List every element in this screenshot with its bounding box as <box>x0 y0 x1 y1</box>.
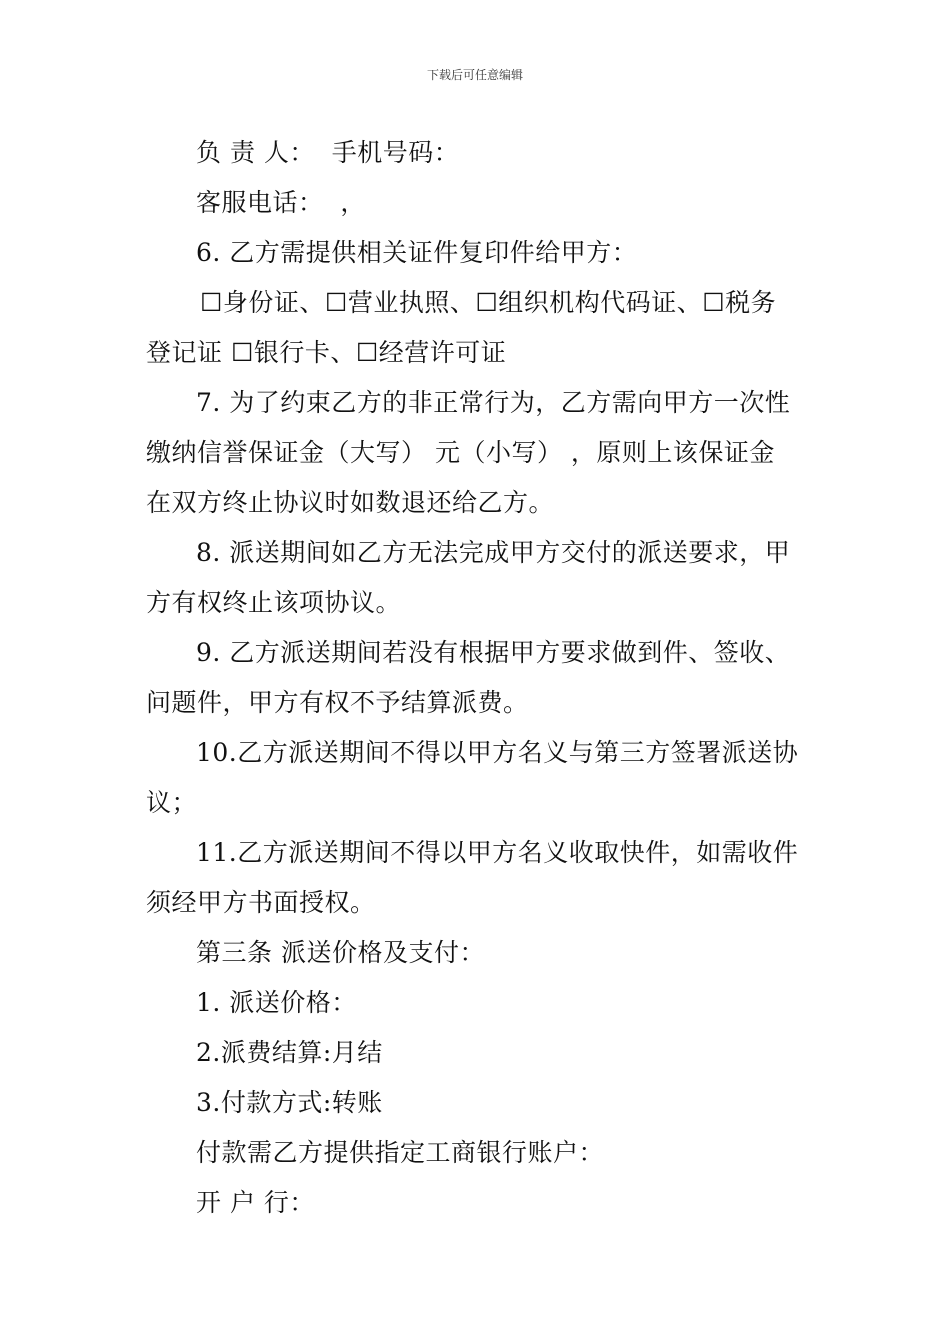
document-body <box>146 128 806 1228</box>
documents-checklist-line-2: 登记证 ☐银行卡、☐经营许可证 <box>146 338 507 367</box>
clause-11-line-2: 须经甲方书面授权。 <box>146 888 376 917</box>
bank-name-line: 开 户 行： <box>196 1188 315 1217</box>
clause-7-line-2: 缴纳信誉保证金（大写） 元（小写） ，原则上该保证金 <box>146 438 775 467</box>
payment-method-line: 3.付款方式:转账 <box>196 1088 383 1117</box>
clause-9-line-2: 问题件，甲方有权不予结算派费。 <box>146 688 529 717</box>
contact-person-line: 负 责 人： 手机号码： <box>196 138 460 167</box>
clause-10-line-1: 10.乙方派送期间不得以甲方名义与第三方签署派送协 <box>196 738 799 767</box>
clause-7-line-3: 在双方终止协议时如数退还给乙方。 <box>146 488 555 517</box>
clause-10-line-2: 议； <box>146 788 198 817</box>
clause-8-line-1: 8. 派送期间如乙方无法完成甲方交付的派送要求，甲 <box>196 538 791 567</box>
clause-11-line-1: 11.乙方派送期间不得以甲方名义收取快件，如需收件 <box>196 838 799 867</box>
clause-6-line: 6. 乙方需提供相关证件复印件给甲方： <box>196 238 638 267</box>
delivery-price-line: 1. 派送价格： <box>196 988 357 1017</box>
article-3-heading: 第三条 派送价格及支付： <box>196 938 485 967</box>
clause-9-line-1: 9. 乙方派送期间若没有根据甲方要求做到件、签收、 <box>196 638 791 667</box>
clause-7-line-1: 7. 为了约束乙方的非正常行为，乙方需向甲方一次性 <box>196 388 791 417</box>
fee-settlement-line: 2.派费结算:月结 <box>196 1038 383 1067</box>
bank-account-requirement-line: 付款需乙方提供指定工商银行账户： <box>196 1138 605 1167</box>
service-phone-line: 客服电话： ， <box>196 188 366 217</box>
documents-checklist-line-1: ☐身份证、☐营业执照、☐组织机构代码证、☐税务 <box>200 288 777 317</box>
clause-8-line-2: 方有权终止该项协议。 <box>146 588 402 617</box>
page-header-note: 下载后可任意编辑 <box>426 68 523 82</box>
